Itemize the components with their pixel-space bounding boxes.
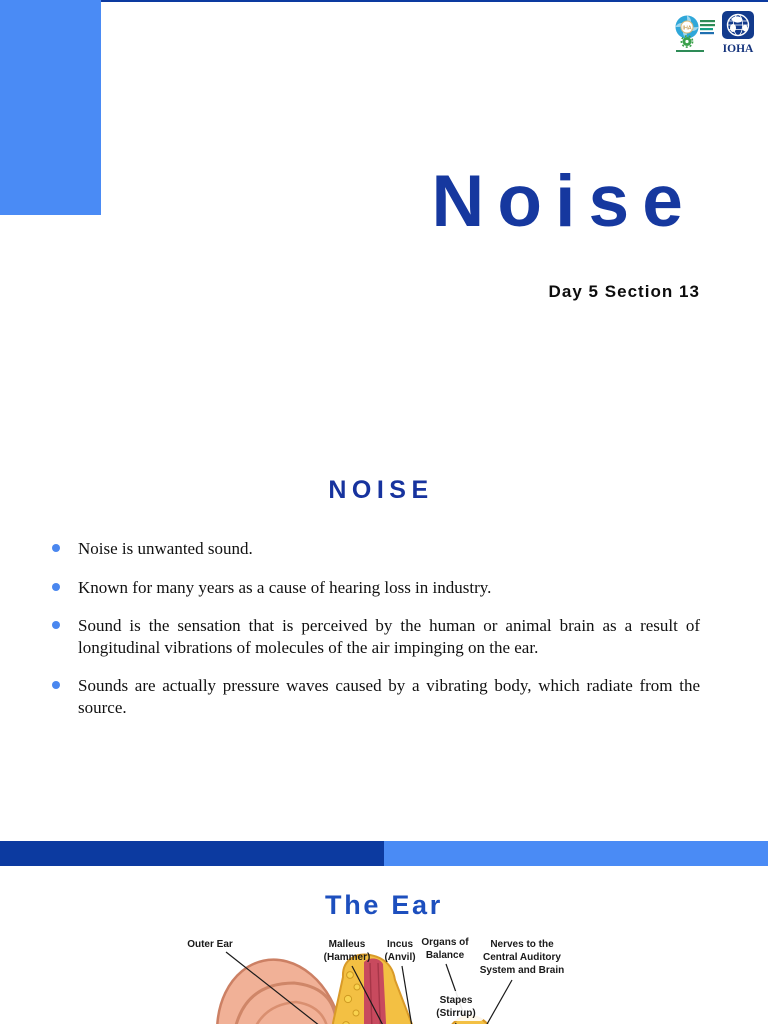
label-nerves-2: Central Auditory: [483, 952, 561, 963]
iha-logo-text: IHA: [682, 25, 692, 32]
label-organs-of-balance: Organs of: [421, 937, 469, 948]
noise-bullet-list: [48, 538, 700, 735]
ear-slide-heading: The Ear: [325, 890, 443, 920]
bullet-item: [48, 615, 700, 658]
label-outer-ear: Outer Ear: [187, 939, 233, 950]
bullet-item: [48, 577, 700, 599]
label-nerves-3: System and Brain: [479, 965, 565, 976]
label-incus: Incus: [386, 939, 414, 950]
bullet-text: Noise is unwanted sound.: [78, 539, 253, 558]
top-accent-line: [0, 0, 768, 2]
ear-slide-accent-band: [0, 841, 768, 866]
bullet-item: [48, 538, 700, 560]
bullet-dot-icon: [52, 681, 60, 689]
ioha-logo: [720, 11, 758, 57]
label-nerves: Nerves to the: [490, 939, 554, 950]
bullet-text: Sounds are actually pressure waves caused by a vibrating body, which radiate from the source.: [78, 676, 700, 717]
label-stapes: Stapes: [439, 995, 473, 1006]
title-slide-accent-block: [0, 0, 101, 215]
label-incus-2: (Anvil): [384, 952, 416, 963]
label-organs-of-balance-2: Balance: [425, 950, 465, 961]
noise-slide-heading: NOISE: [328, 476, 434, 504]
bullet-dot-icon: [52, 621, 60, 629]
iha-association-logo: [675, 9, 719, 57]
deck-title: Noise: [431, 161, 696, 242]
label-malleus: Malleus: [328, 939, 366, 950]
bullet-item: [48, 675, 700, 718]
bullet-text: Sound is the sensation that is perceived by the human or animal brain as a result of longitudinal vibrations of molecules of the air impinging on the ear.: [78, 616, 700, 657]
bullet-dot-icon: [52, 583, 60, 591]
bullet-dot-icon: [52, 544, 60, 552]
deck-subtitle: Day 5 Section 13: [548, 282, 700, 301]
bullet-text: Known for many years as a cause of hearing loss in industry.: [78, 577, 492, 597]
iha-pinwheel-icon: [676, 16, 699, 48]
ioha-logo-text: IOHA: [722, 43, 754, 55]
accent-band-dark-segment: [0, 841, 384, 866]
ear-anatomy-diagram: [180, 931, 610, 1024]
label-malleus-2: (Hammer): [323, 952, 371, 963]
label-stapes-2: (Stirrup): [436, 1008, 476, 1019]
accent-band-light-segment: [384, 841, 768, 866]
